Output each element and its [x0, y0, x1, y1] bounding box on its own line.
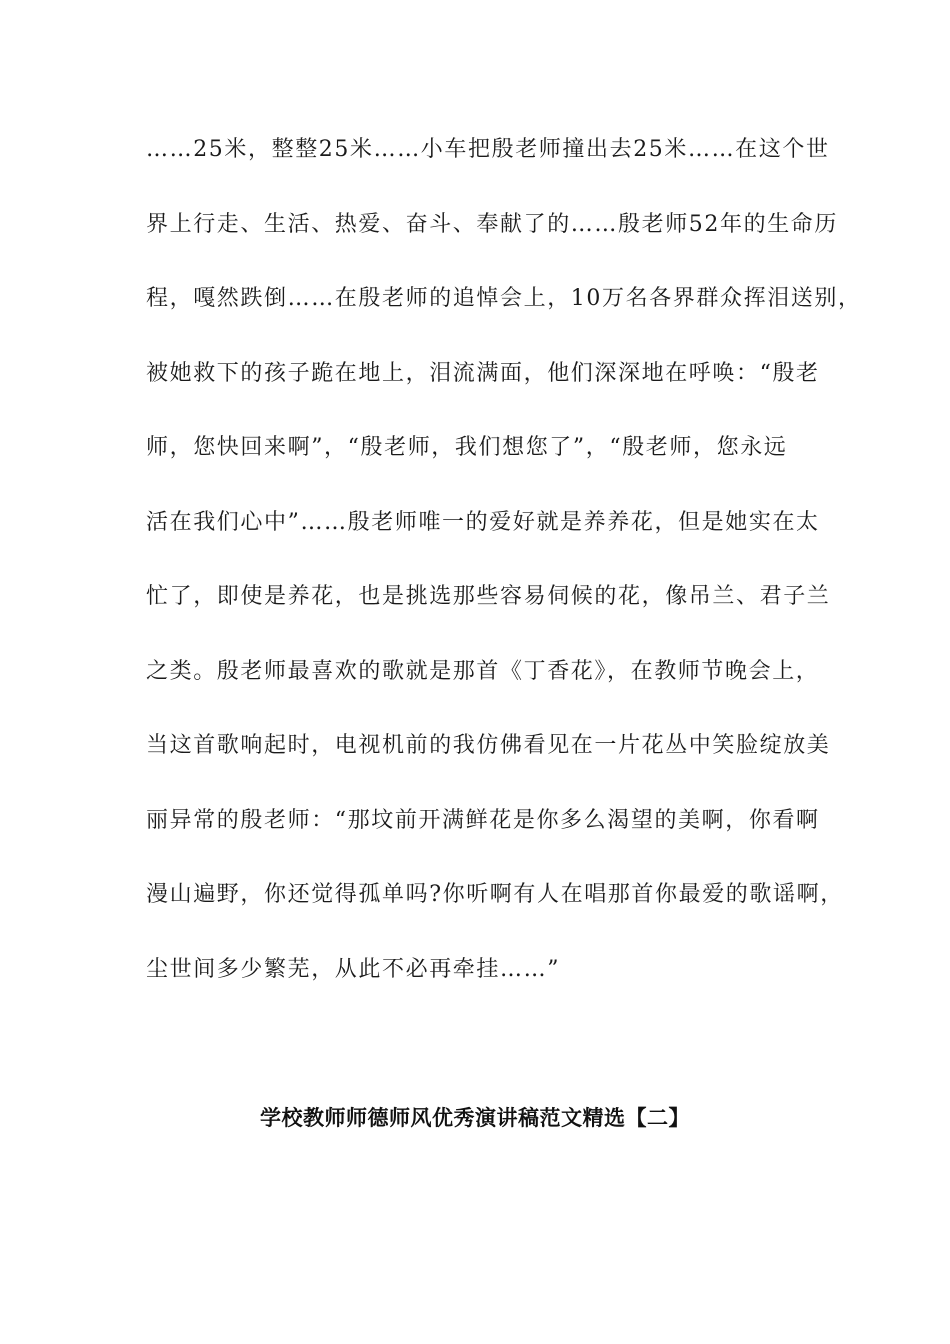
paragraph-line-8: 之类。殷老师最喜欢的歌就是那首《丁香花》，在教师节晚会上，: [146, 658, 820, 684]
paragraph-line-7: 忙了，即使是养花，也是挑选那些容易伺候的花，像吊兰、君子兰: [146, 584, 831, 609]
paragraph-line-1: ……25米，整整25米……小车把殷老师撞出去25米……在这个世: [146, 137, 830, 162]
paragraph-line-4: 被她救下的孩子跪在地上，泪流满面，他们深深地在呼唤：“殷老: [146, 360, 820, 386]
paragraph-line-9: 当这首歌响起时，电视机前的我仿佛看见在一片花丛中笑脸绽放美: [146, 733, 831, 758]
section-title: 学校教师师德师风优秀演讲稿范文精选【二】: [260, 1106, 690, 1130]
paragraph-line-5: 师，您快回来啊”，“殷老师，我们想您了”，“殷老师，您永远: [146, 435, 788, 460]
paragraph-line-12: 尘世间多少繁芜，从此不必再牵挂……”: [146, 956, 561, 982]
paragraph-line-6: 活在我们心中”……殷老师唯一的爱好就是养养花，但是她实在太: [146, 509, 820, 535]
paragraph: [146, 128, 862, 1022]
paragraph-line-10: 丽异常的殷老师：“那坟前开满鲜花是你多么渴望的美啊，你看啊: [146, 807, 820, 833]
paragraph-line-2: 界上行走、生活、热爱、奋斗、奉献了的……殷老师52年的生命历: [146, 211, 838, 237]
paragraph-line-3: 程，嘎然跌倒……在殷老师的追悼会上，10万名各界群众挥泪送别，: [146, 286, 862, 311]
paragraph-line-11: 漫山遍野，你还觉得孤单吗?你听啊有人在唱那首你最爱的歌谣啊，: [146, 882, 844, 907]
